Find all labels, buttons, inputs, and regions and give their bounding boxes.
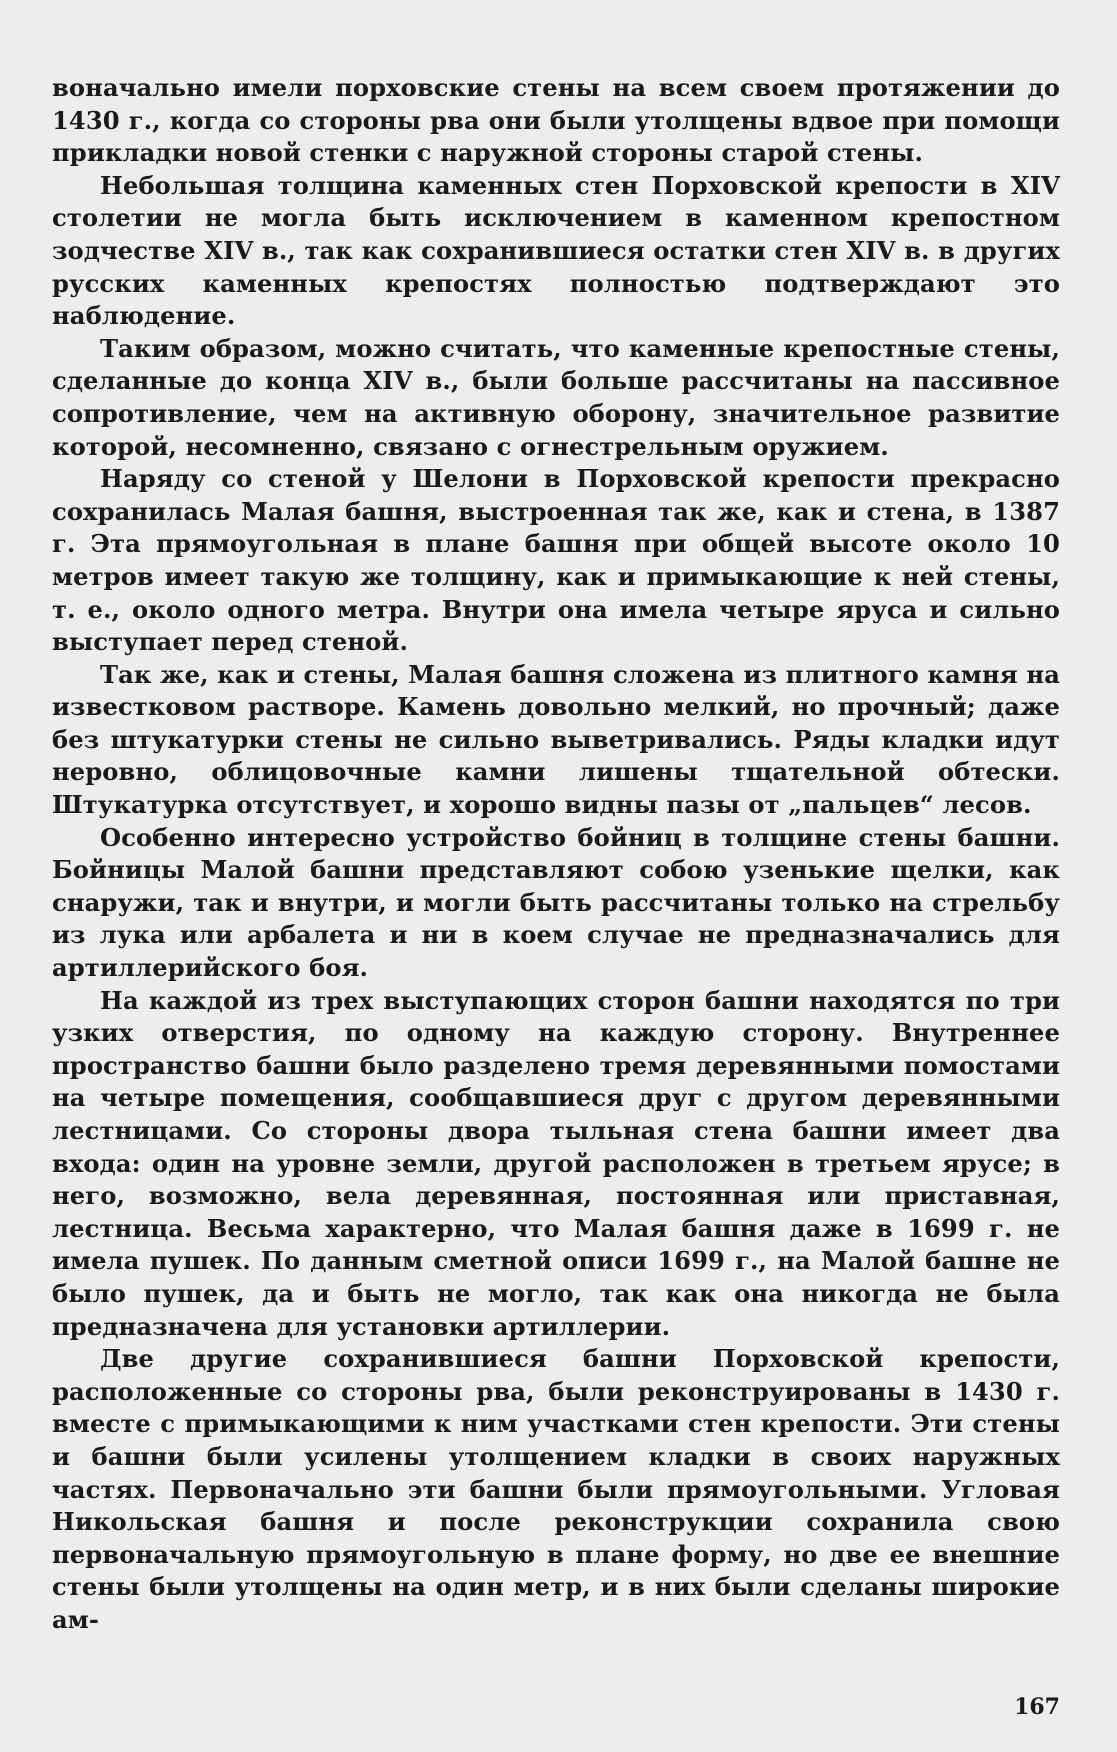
paragraph: Небольшая толщина каменных стен Порховской крепости в XIV столетии не могла быть исключением в каменном крепостном зодчестве XIV в., так как сохранившиеся остатки стен XIV в. в других русских каменных крепостях полностью подтверждают это наблюдение.	[52, 170, 1060, 331]
page-number: 167	[1014, 1694, 1060, 1720]
paragraph: На каждой из трех выступающих сторон башни находятся по три узких отверстия, по одному на каждую сторону. Внутреннее пространство башни было разделено тремя деревянными помостами на четыре помещения, сообщавшиеся друг с другом деревянными лестницами. Со стороны двора тыльная стена башни имеет два входа: один на уровне земли, другой расположен в третьем ярусе; в него, возможно, вела деревянная, постоянная или приставная, лестница. Весьма характерно, что Малая башня даже в 1699 г. не имела пушек. По данным сметной описи 1699 г., на Малой башне не было пушек, да и быть не могло, так как она никогда не была предназначена для установки артиллерии.	[52, 985, 1060, 1341]
body-text	[52, 72, 1060, 1637]
paragraph: Особенно интересно устройство бойниц в толщине стены башни. Бойницы Малой башни представляют собою узенькие щелки, как снаружи, так и внутри, и могли быть рассчитаны только на стрельбу из лука или арбалета и ни в коем случае не предназначались для артиллерийского боя.	[52, 822, 1060, 983]
paragraph: Наряду со стеной у Шелони в Порховской крепости прекрасно сохранилась Малая башня, выстроенная так же, как и стена, в 1387 г. Эта прямоугольная в плане башня при общей высоте около 10 метров имеет такую же толщину, как и примыкающие к ней стены, т. е., около одного метра. Внутри она имела четыре яруса и сильно выступает перед стеной.	[52, 464, 1060, 657]
paragraph: Так же, как и стены, Малая башня сложена из плитного камня на известковом растворе. Камень довольно мелкий, но прочный; даже без штукатурки стены не сильно выветривались. Ряды кладки идут неровно, облицовочные камни лишены тщательной обтески. Штукатурка отсутствует, и хорошо видны пазы от „пальцев“ лесов.	[52, 659, 1060, 820]
paragraph: Таким образом, можно считать, что каменные крепостные стены, сделанные до конца XIV в., были больше рассчитаны на пассивное сопротивление, чем на активную оборону, значительное развитие которой, несомненно, связано с огнестрельным оружием.	[52, 333, 1060, 461]
paragraph: воначально имели порховские стены на всем своем протяжении до 1430 г., когда со стороны рва они были утолщены вдвое при помощи прикладки новой стенки с наружной стороны старой стены.	[52, 73, 1060, 168]
paragraph: Две другие сохранившиеся башни Порховской крепости, расположенные со стороны рва, были реконструированы в 1430 г. вместе с примыкающими к ним участками стен крепости. Эти стены и башни были усилены утолщением кладки в своих наружных частях. Первоначально эти башни были прямоугольными. Угловая Никольская башня и после реконструкции сохранила свою первоначальную прямоугольную в плане форму, но две ее внешние стены были утолщены на один метр, и в них были сделаны широкие ам-	[52, 1344, 1060, 1634]
